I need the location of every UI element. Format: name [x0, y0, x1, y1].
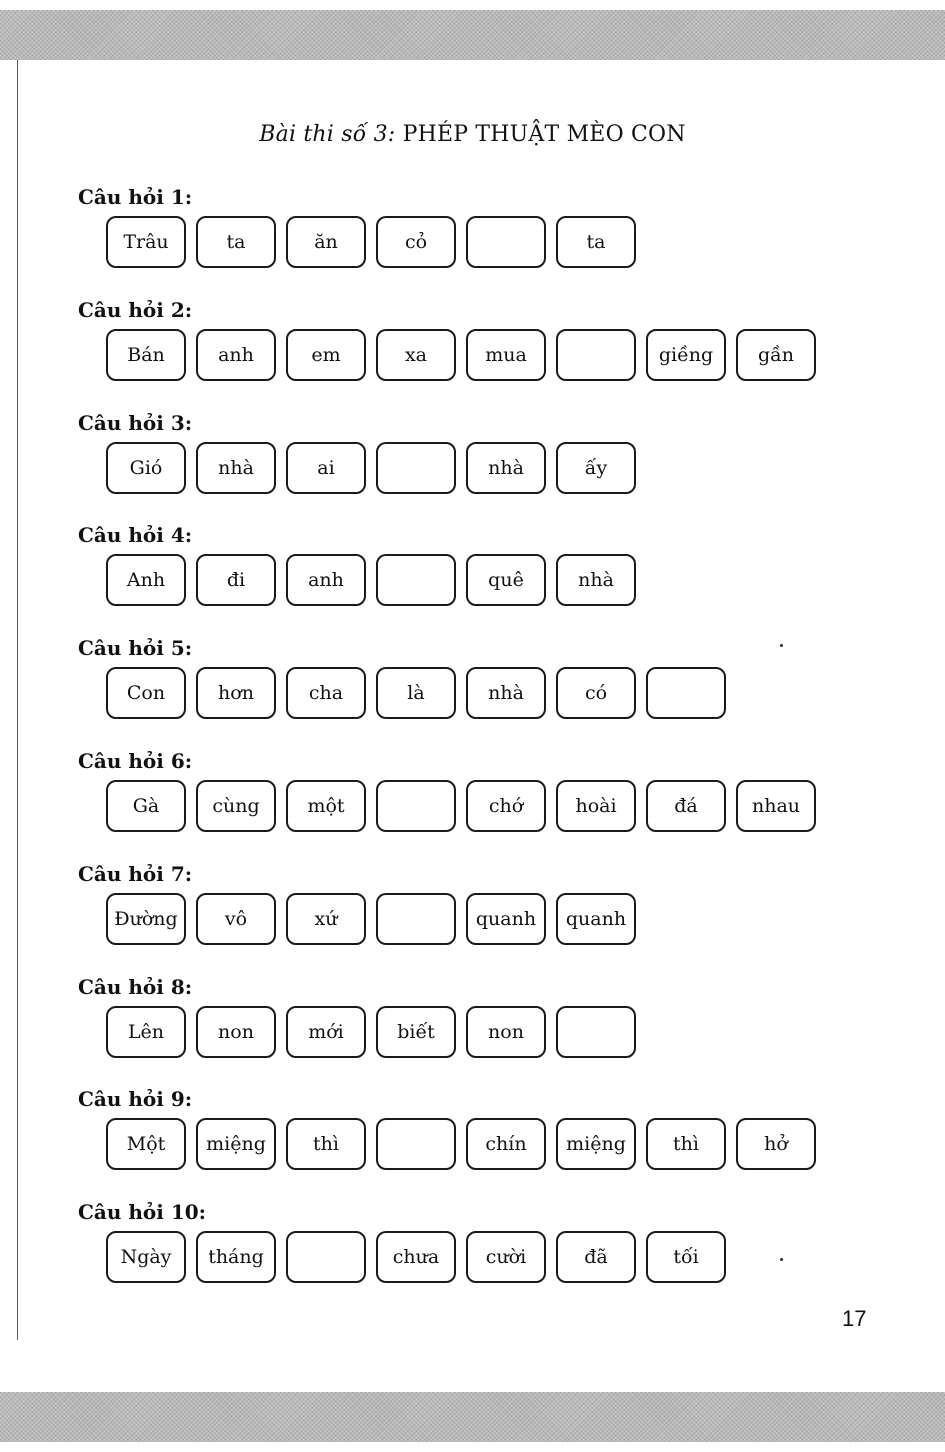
word-box[interactable]: gần [736, 329, 816, 381]
blank-answer-box[interactable] [556, 1006, 636, 1058]
print-speck [780, 1258, 783, 1261]
word-box[interactable]: quê [466, 554, 546, 606]
word-box[interactable]: quanh [556, 893, 636, 945]
word-box[interactable]: thì [286, 1118, 366, 1170]
word-box-row [78, 442, 608, 502]
word-box[interactable]: nhà [466, 667, 546, 719]
blank-answer-box[interactable] [376, 1118, 456, 1170]
question-3 [78, 408, 608, 502]
title-main-part: PHÉP THUẬT MÈO CON [395, 122, 686, 147]
word-box[interactable]: ai [286, 442, 366, 494]
word-box[interactable]: non [466, 1006, 546, 1058]
question-2 [78, 295, 795, 389]
word-box[interactable]: cùng [196, 780, 276, 832]
blank-answer-box[interactable] [376, 893, 456, 945]
word-box[interactable]: Anh [106, 554, 186, 606]
question-label: Câu hỏi 7: [78, 862, 193, 886]
question-1 [78, 182, 606, 276]
word-box-row [78, 667, 608, 727]
question-9 [78, 1084, 788, 1178]
word-box[interactable]: Một [106, 1118, 186, 1170]
question-label: Câu hỏi 8: [78, 975, 193, 999]
question-5 [78, 633, 608, 727]
question-label: Câu hỏi 1: [78, 185, 193, 209]
word-box[interactable]: vô [196, 893, 276, 945]
word-box[interactable]: tháng [196, 1231, 276, 1283]
word-box[interactable]: cha [286, 667, 366, 719]
word-box[interactable]: một [286, 780, 366, 832]
word-box[interactable]: anh [196, 329, 276, 381]
word-box-row [78, 1006, 524, 1066]
bottom-decorative-band [0, 1392, 945, 1442]
word-box[interactable]: xa [376, 329, 456, 381]
word-box[interactable]: Lên [106, 1006, 186, 1058]
blank-answer-box[interactable] [376, 442, 456, 494]
word-box[interactable]: hoài [556, 780, 636, 832]
question-8 [78, 972, 524, 1066]
word-box[interactable]: Con [106, 667, 186, 719]
word-box[interactable]: ta [556, 216, 636, 268]
blank-answer-box[interactable] [556, 329, 636, 381]
word-box[interactable]: có [556, 667, 636, 719]
word-box[interactable]: giềng [646, 329, 726, 381]
word-box[interactable]: thì [646, 1118, 726, 1170]
question-label: Câu hỏi 6: [78, 749, 193, 773]
page-number: 17 [842, 1306, 867, 1331]
question-label: Câu hỏi 10: [78, 1200, 207, 1224]
word-box[interactable]: đã [556, 1231, 636, 1283]
word-box[interactable]: chưa [376, 1231, 456, 1283]
blank-answer-box[interactable] [466, 216, 546, 268]
page-edge-line [17, 60, 18, 1340]
word-box[interactable]: chín [466, 1118, 546, 1170]
word-box[interactable]: nhà [466, 442, 546, 494]
word-box[interactable]: miệng [556, 1118, 636, 1170]
word-box-row [78, 216, 606, 276]
word-box[interactable]: ta [196, 216, 276, 268]
word-box[interactable]: quanh [466, 893, 546, 945]
question-7 [78, 859, 627, 953]
blank-answer-box[interactable] [286, 1231, 366, 1283]
print-speck [780, 644, 783, 647]
question-label: Câu hỏi 4: [78, 523, 193, 547]
word-box[interactable]: cười [466, 1231, 546, 1283]
blank-answer-box[interactable] [376, 780, 456, 832]
word-box[interactable]: chớ [466, 780, 546, 832]
word-box[interactable]: non [196, 1006, 276, 1058]
word-box-row [78, 1231, 699, 1291]
word-box[interactable]: đá [646, 780, 726, 832]
word-box[interactable]: ấy [556, 442, 636, 494]
word-box[interactable]: mới [286, 1006, 366, 1058]
word-box-row [78, 893, 627, 953]
question-6 [78, 746, 801, 840]
word-box[interactable]: cỏ [376, 216, 456, 268]
question-label: Câu hỏi 2: [78, 298, 193, 322]
word-box[interactable]: biết [376, 1006, 456, 1058]
word-box[interactable]: Trâu [106, 216, 186, 268]
title-italic-part: Bài thi số 3: [259, 122, 396, 147]
top-decorative-band [0, 10, 945, 60]
blank-answer-box[interactable] [376, 554, 456, 606]
word-box[interactable]: nhà [556, 554, 636, 606]
word-box[interactable]: mua [466, 329, 546, 381]
word-box[interactable]: Gà [106, 780, 186, 832]
page-title [0, 122, 945, 147]
word-box[interactable]: ăn [286, 216, 366, 268]
word-box[interactable]: hở [736, 1118, 816, 1170]
word-box[interactable]: em [286, 329, 366, 381]
word-box-row [78, 780, 801, 840]
word-box[interactable]: xứ [286, 893, 366, 945]
word-box[interactable]: là [376, 667, 456, 719]
question-label: Câu hỏi 3: [78, 411, 193, 435]
word-box[interactable]: hơn [196, 667, 276, 719]
word-box[interactable]: nhà [196, 442, 276, 494]
word-box[interactable]: anh [286, 554, 366, 606]
word-box[interactable]: đi [196, 554, 276, 606]
word-box[interactable]: Ngày [106, 1231, 186, 1283]
word-box-row [78, 1118, 788, 1178]
blank-answer-box[interactable] [646, 667, 726, 719]
word-box[interactable]: tối [646, 1231, 726, 1283]
question-10 [78, 1197, 699, 1291]
word-box[interactable]: Bán [106, 329, 186, 381]
word-box[interactable]: nhau [736, 780, 816, 832]
word-box[interactable]: miệng [196, 1118, 276, 1170]
word-box-row [78, 554, 614, 614]
word-box-row [78, 329, 795, 389]
question-label: Câu hỏi 9: [78, 1087, 193, 1111]
question-4 [78, 520, 614, 614]
word-box[interactable]: Đường [106, 893, 186, 945]
question-label: Câu hỏi 5: [78, 636, 193, 660]
word-box[interactable]: Gió [106, 442, 186, 494]
